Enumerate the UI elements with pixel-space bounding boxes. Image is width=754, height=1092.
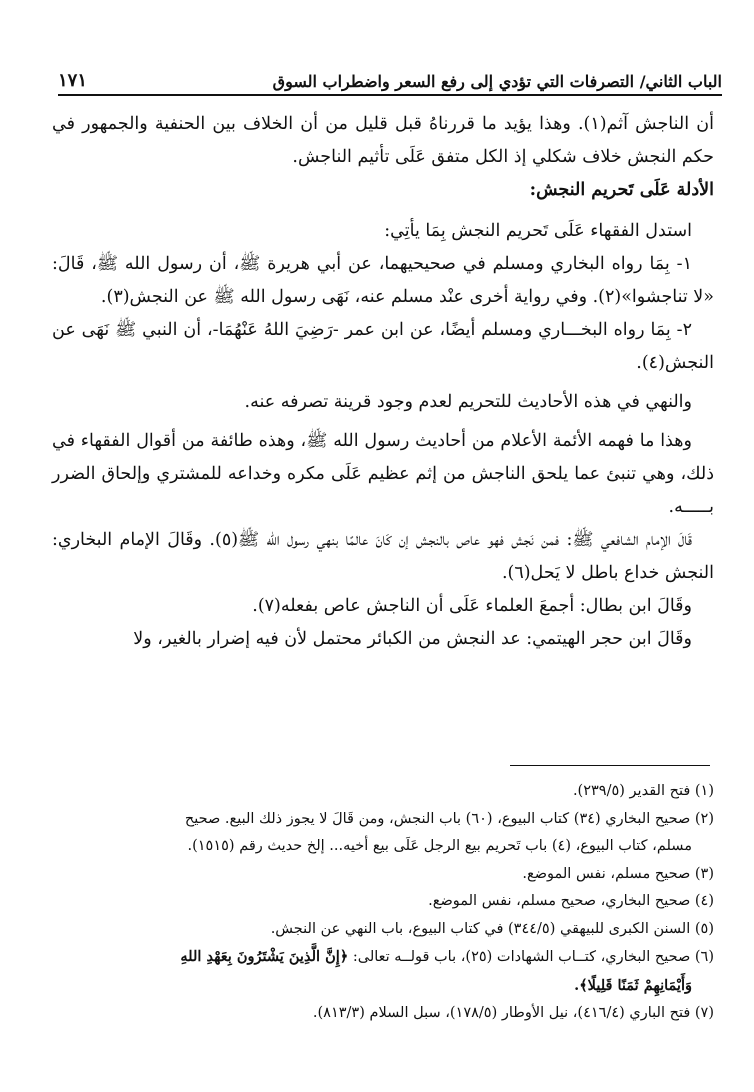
- paragraph: ١- بِمَا رواه البخاري ومسلم في صحيحيهما، عن أبي هريرة ﷺ، أن رسول الله ﷺ، قَالَ: «لا تناجشوا»(٢). وفي رواية أخرى عنْد مسلم عنه، نَهَى رسول الله ﷺ عن النجش(٣).: [52, 254, 714, 307]
- main-text: [52, 108, 714, 656]
- footnote-continuation: مسلم، كتاب البيوع، (٤) باب تَحريم بيع الرجل عَلَى بيع أخيه... إلخ حديث رقم (١٥١٥).: [187, 838, 692, 854]
- footnote-continuation: [52, 972, 714, 1001]
- footnote-text: (٦) صحيح البخاري، كتــاب الشهادات (٢٥)، باب قولــه تعالى:: [352, 949, 714, 965]
- footnotes: [52, 778, 714, 1028]
- footnote: (١) فتح القدير (٢٣٩/٥).: [572, 783, 714, 799]
- footnote: (٣) صحيح مسلم، نفس الموضع.: [522, 865, 714, 882]
- paragraph: قَالَ الإمام الشافعي ﷺ: فمن نَجش فهو عاص بالنجش إن كَانَ عالمًا بنهي رسول الله ﷺ(٥). وقَالَ الإمام البخاري: النجش خداع باطل لا يَحل(٦).: [52, 530, 714, 583]
- paragraph: وهذا ما فهمه الأئمة الأعلام من أحاديث رسول الله ﷺ، وهذه طائفة من أقوال الفقهاء في ذلك، وهي تنبئ عما يلحق الناجش من إثم عظيم عَلَى مكره وخداعه للمشتري وإلحاق الضرر بـــــه.: [52, 431, 714, 517]
- footnote: [52, 943, 714, 972]
- chapter-title: الباب الثاني/ التصرفات التي تؤدي إلى رفع السعر واضطراب السوق: [272, 72, 722, 91]
- paragraph: استدل الفقهاء عَلَى تَحريم النجش بِمَا يأتِي:: [384, 221, 692, 241]
- footnote: (٤) صحيح البخاري، صحيح مسلم، نفس الموضع.: [428, 893, 714, 909]
- paragraph: والنهي في هذه الأحاديث للتحريم لعدم وجود قرينة تصرفه عنه.: [244, 392, 692, 412]
- quran-verse: وَأَيْمَانِهِمْ ثَمَنًا قَلِيلًا﴾.: [574, 976, 692, 994]
- paragraph: وقَالَ ابن حجر الهيتمي: عد النجش من الكبائر محتمل لأن فيه إضرار بالغير، ولا: [133, 629, 692, 649]
- footnote: (٧) فتح الباري (٤١٦/٤)، نيل الأوطار (١٧٨/٥)، سبل السلام (٨١٣/٣).: [312, 1005, 714, 1021]
- footnote-separator: [510, 765, 710, 766]
- running-header: [58, 62, 722, 96]
- section-heading: الأدلة عَلَى تَحريم النجش:: [529, 180, 714, 200]
- page-number: ١٧١: [58, 70, 88, 91]
- paragraph: أن الناجش آثم(١). وهذا يؤيد ما قررناهُ قبل قليل من أن الخلاف بين الحنفية والجمهور في حكم النجش خلاف شكلي إذ الكل متفق عَلَى تأثيم الناجش.: [52, 114, 714, 167]
- paragraph: وقَالَ ابن بطال: أجمعَ العلماء عَلَى أن الناجش عاص بفعله(٧).: [252, 596, 692, 616]
- paragraph: ٢- بِمَا رواه البخـــاري ومسلم أيضًا، عن ابن عمر -رَضِيَ اللهُ عَنْهُمَا-، أن النبي ﷺ نَهَى عن النجش(٤).: [52, 320, 714, 373]
- footnote: (٥) السنن الكبرى للبيهقي (٣٤٤/٥) في كتاب البيوع، باب النهي عن النجش.: [270, 920, 714, 937]
- footnote: (٢) صحيح البخاري (٣٤) كتاب البيوع، (٦٠) باب النجش، ومن قَالَ لا يجوز ذلك البيع. صحيح: [184, 810, 714, 827]
- quran-verse: ﴿إِنَّ الَّذِينَ يَشْتَرُونَ بِعَهْدِ اللهِ: [180, 948, 349, 965]
